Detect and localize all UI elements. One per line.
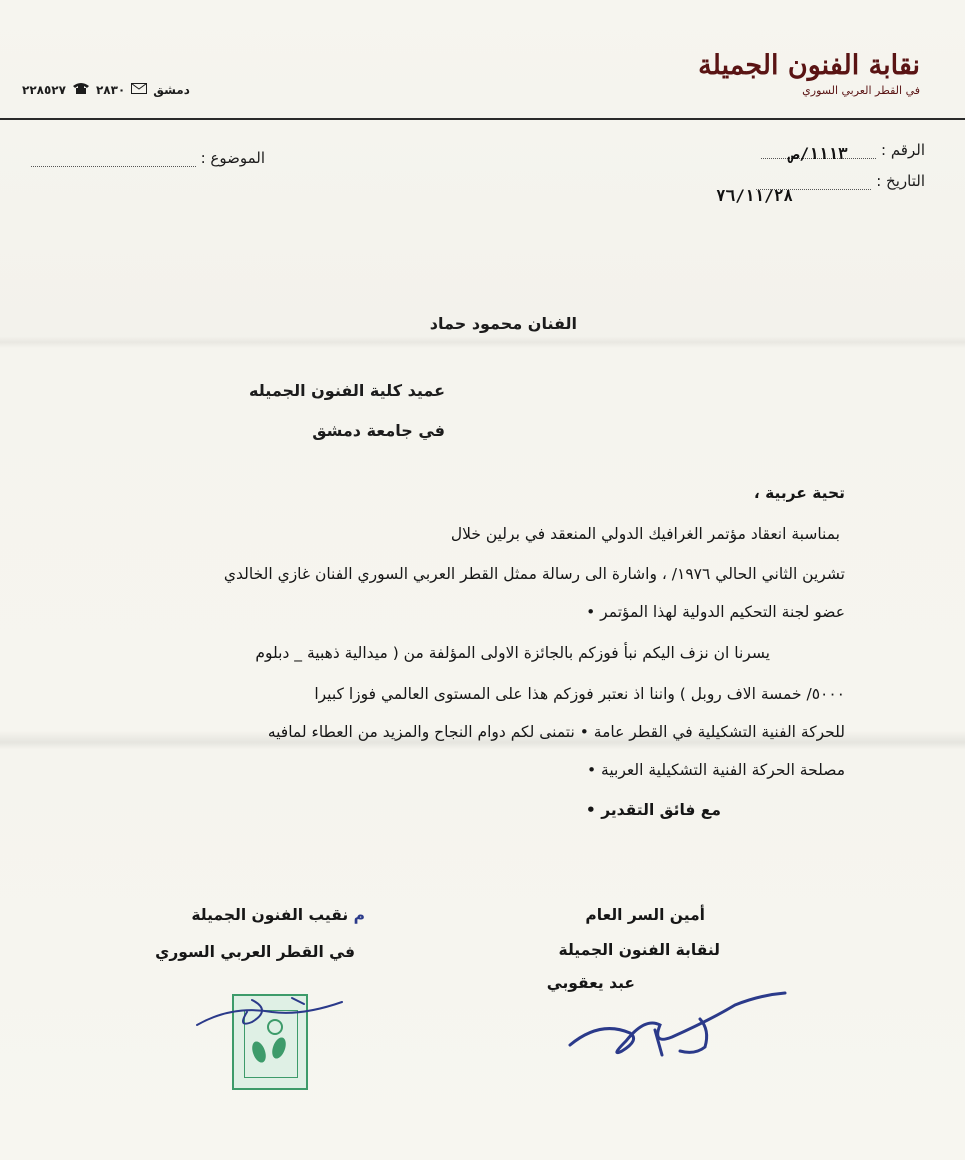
stamp-leaf-icon [270,1036,289,1061]
left-sign-title: نقيب الفنون الجميلة [191,906,349,924]
recipient-title: عميد كلية الفنون الجميله [249,381,445,400]
number-label: الرقم : [881,141,925,159]
date-label: التاريخ : [876,172,925,190]
left-sign-org: في القطر العربي السوري [155,943,355,961]
org-logo-title: نقابة الفنون الجميلة [698,50,920,81]
date-value: ٧٦/١١/٢٨ [716,186,794,205]
subject-field [31,149,265,167]
body-line-4: يسرنا ان نزف اليكم نبأ فوزكم بالجائزة الاولى المؤلفة من ( ميدالية ذهبية _ دبلوم [255,644,770,662]
body-line-6: للحركة الفنية التشكيلية في القطر عامة • نتمنى لكم دوام النجاح والمزيد من العطاء لمافيه [267,723,845,741]
left-sign-prefix: م [353,906,365,924]
left-sign-title-line [191,906,365,924]
subject-label: الموضوع : [200,149,265,167]
envelope-icon [131,83,147,97]
subject-dotline [31,152,196,167]
body-line-2: تشرين الثاني الحالي ١٩٧٦/ ، واشارة الى رسالة ممثل القطر العربي السوري الفنان غازي الخالدي [223,565,845,583]
contact-line [22,82,190,97]
recipient-name: الفنان محمود حماد [429,314,577,333]
stamp-leaf-icon [250,1040,269,1065]
body-line-3: عضو لجنة التحكيم الدولية لهذا المؤتمر • [586,603,845,621]
closing-line: مع فائق التقدير • [585,801,721,819]
recipient-institution: في جامعة دمشق [312,421,445,440]
body-line-5: ٥٠٠٠/ خمسة الاف روبل ) واننا اذ نعتبر فوزكم هذا على المستوى العالمي فوزا كبيرا [314,685,845,703]
body-line-7: مصلحة الحركة الفنية التشكيلية العربية • [586,761,845,779]
number-dotline [761,144,876,163]
org-logo-subtitle: في القطر العربي السوري [802,84,920,97]
phone-number: ٢٢٨٥٢٧ [22,82,66,97]
number-field [761,141,925,163]
po-box-number: ٢٨٣٠ [95,82,126,97]
body-line-1: بمناسبة انعقاد مؤتمر الغرافيك الدولي المنعقد في برلين خلال [450,525,840,543]
greeting: تحية عربية ، [753,484,845,502]
telephone-icon [72,82,90,97]
city-name: دمشق [153,82,190,97]
right-handwritten-signature [560,985,800,1065]
header-rule [0,118,965,120]
number-value: ١١١٣/ص [789,144,848,163]
right-sign-title: أمين السر العام [585,906,705,924]
left-handwritten-signature [192,990,352,1035]
right-sign-org: لنقابة الفنون الجميلة [558,941,720,959]
right-sign-name: عبد يعقوبي [546,974,635,992]
